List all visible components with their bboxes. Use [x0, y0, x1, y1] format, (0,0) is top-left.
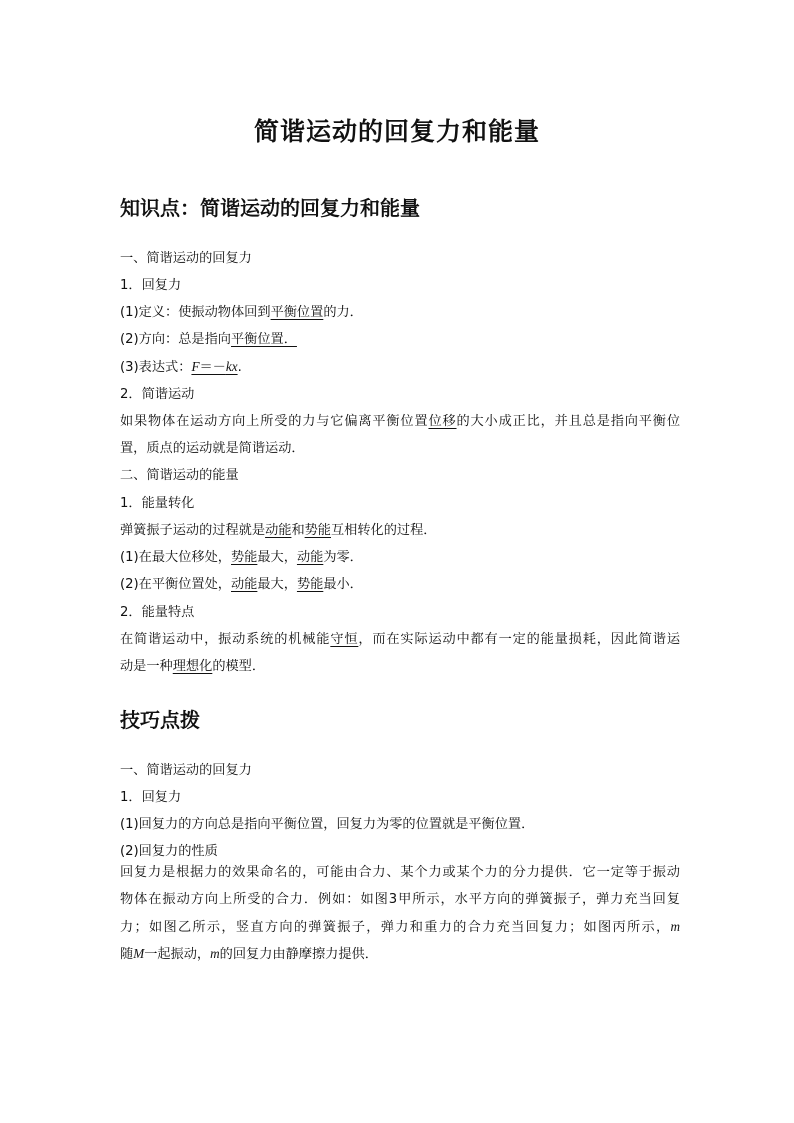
item-energy-feature: 2．能量特点 [120, 605, 195, 620]
formula-F: F [191, 359, 200, 374]
text: (1)定义：使振动物体回到 [120, 305, 271, 320]
underlined-term: 平衡位置． [231, 332, 297, 347]
text: 互相转化的过程． [331, 523, 437, 538]
conversion-line [120, 522, 680, 540]
underlined-term: 动能 [265, 523, 292, 538]
item-restoring-force: 1．回复力 [120, 278, 182, 293]
underlined-term: 动能 [231, 577, 258, 592]
text: (3)表达式： [120, 360, 192, 375]
property-line-4 [120, 945, 680, 964]
underlined-term: 位移 [428, 414, 457, 429]
section-heading-tips: 技巧点拨 [120, 708, 200, 732]
text: 力；如图乙所示，竖直方向的弹簧振子，弹力和重力的合力充当回复力；如图丙所示， [120, 920, 671, 935]
text: 最大， [257, 577, 297, 592]
underlined-term: 势能 [231, 550, 258, 565]
text: (1)在最大位移处， [120, 550, 231, 565]
expression-line [120, 358, 680, 377]
property-line-3 [120, 918, 680, 937]
item-shm: 2．简谐运动 [120, 387, 195, 402]
property-line-1: 回复力是根据力的效果命名的，可能由合力、某个力或某个力的分力提供．它一定等于振动 [120, 865, 680, 880]
text: 的模型． [212, 659, 266, 674]
property-heading: (2)回复力的性质 [120, 844, 218, 859]
section-heading-knowledge: 知识点：简谐运动的回复力和能量 [120, 196, 420, 220]
equilibrium-line [120, 576, 680, 594]
text: 最大， [257, 550, 297, 565]
item-energy-conversion: 1．能量转化 [120, 496, 195, 511]
direction-line [120, 331, 680, 349]
var-m: m [210, 946, 220, 961]
underlined-term: 平衡位置 [270, 305, 324, 320]
part-heading-restoring-force-2: 一、简谐运动的回复力 [120, 763, 252, 778]
text: . [237, 360, 242, 375]
underlined-term: 势能 [296, 577, 324, 592]
text: 如果物体在运动方向上所受的力与它偏离平衡位置 [120, 414, 429, 429]
text: (2)在平衡位置处， [120, 577, 231, 592]
formula-kx: kx [225, 359, 238, 374]
underlined-term: 理想化 [172, 659, 213, 674]
text: 随 [120, 947, 134, 962]
direction-note: (1)回复力的方向总是指向平衡位置，回复力为零的位置就是平衡位置． [120, 817, 535, 832]
item-restoring-force-2: 1．回复力 [120, 790, 182, 805]
shm-definition-line-1 [120, 413, 680, 431]
formula-eq: ＝－ [199, 360, 226, 375]
property-line-2: 物体在振动方向上所受的合力．例如：如图3甲所示，水平方向的弹簧振子，弹力充当回复 [120, 892, 680, 907]
shm-definition-line-2: 置，质点的运动就是简谐运动． [120, 441, 305, 456]
document-title: 简谐运动的回复力和能量 [253, 117, 540, 146]
part-heading-energy: 二、简谐运动的能量 [120, 468, 239, 483]
part-heading-restoring-force: 一、简谐运动的回复力 [120, 251, 252, 266]
text: 的回复力由静摩擦力提供． [219, 947, 378, 962]
definition-line [120, 304, 680, 322]
text: (2)方向：总是指向 [120, 332, 231, 347]
feature-line-1 [120, 631, 680, 649]
text: 在简谐运动中，振动系统的机械能 [120, 632, 331, 647]
text: 和 [291, 523, 305, 538]
var-m: m [670, 919, 680, 934]
text: 的力． [323, 305, 363, 320]
text: 一起振动， [144, 947, 211, 962]
max-displacement-line [120, 549, 680, 567]
underlined-term: 守恒 [330, 632, 359, 647]
text: 动是一种 [120, 659, 173, 674]
text: ，而在实际运动中都有一定的能量损耗，因此简谐运 [358, 632, 680, 647]
text: 的大小成正比，并且总是指向平衡位 [456, 414, 680, 429]
text: 为零． [323, 550, 363, 565]
var-M: M [133, 946, 145, 961]
underlined-term: 势能 [304, 523, 331, 538]
feature-line-2 [120, 658, 680, 676]
text: 最小． [323, 577, 363, 592]
underlined-term: 动能 [296, 550, 324, 565]
text: 弹簧振子运动的过程就是 [120, 523, 266, 538]
